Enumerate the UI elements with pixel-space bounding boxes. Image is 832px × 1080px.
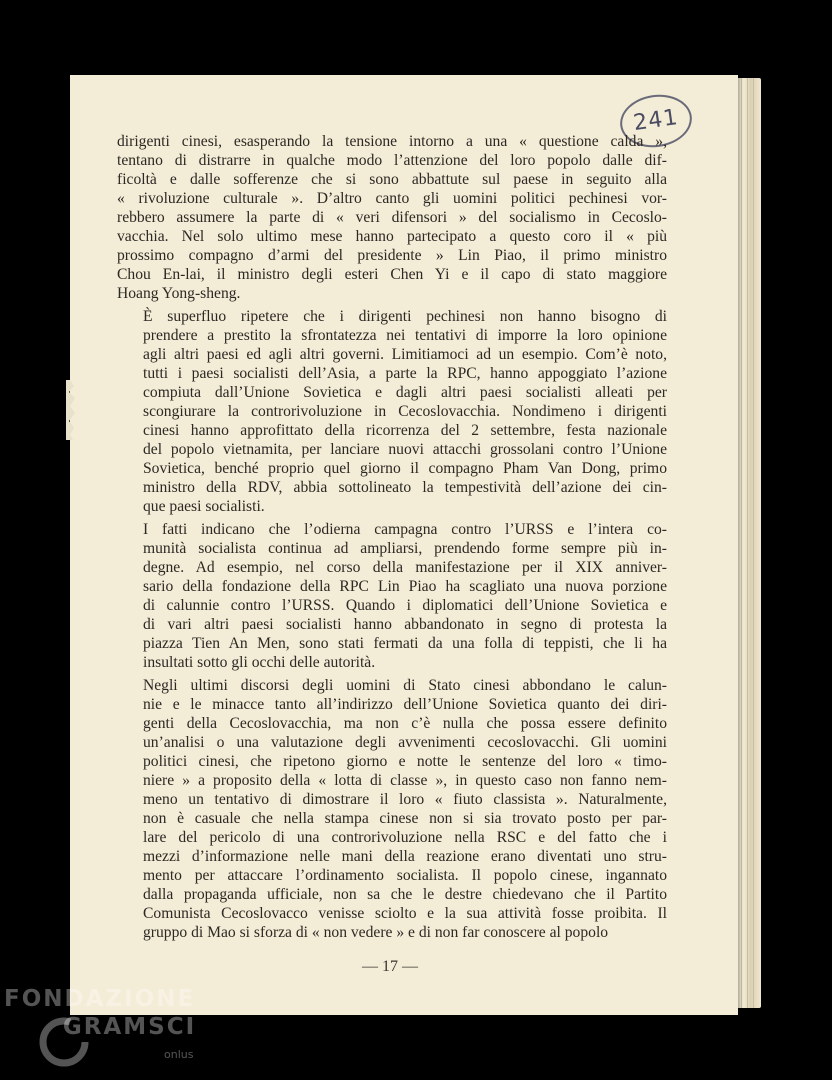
text-line: di vari altri paesi socialisti hanno abbandonato in segno di protesta la bbox=[143, 616, 667, 633]
text-line: dalla propaganda ufficiale, non sa che le destre chiedevano che il Partito bbox=[143, 886, 667, 903]
paragraph bbox=[117, 132, 667, 303]
text-line: prendere a prestito la sfrontatezza nei tentativi di imporre la loro opinione bbox=[143, 327, 667, 344]
watermark-line2-text: GRAMSCI bbox=[62, 1014, 197, 1040]
text-line: dirigenti cinesi, esasperando la tensione intorno a una « questione calda », bbox=[117, 133, 667, 150]
text-line: cinesi hanno approfittato della ricorrenza del 2 settembre, festa nazionale bbox=[143, 422, 667, 439]
text-line: mezzi d’informazione nelle mani della reazione erano diventati uno stru- bbox=[143, 848, 667, 865]
torn-edge bbox=[66, 380, 76, 440]
text-line: ministro della RDV, abbia sottolineato la tempestività dell’azione dei cin- bbox=[143, 479, 667, 496]
text-line: compiuta dall’Unione Sovietica e dagli altri paesi socialisti alleati per bbox=[143, 384, 667, 401]
watermark-line2 bbox=[42, 1014, 196, 1040]
text-line: nie e le minacce tanto all’indirizzo dell’Unione Sovietica quanto dei diri- bbox=[143, 696, 667, 713]
text-line: rebbero assumere la parte di « veri difensori » del socialismo in Cecoslo- bbox=[117, 209, 667, 226]
text-line: lare del pericolo di una controrivoluzione nella RSC e del fatto che i bbox=[143, 829, 667, 846]
text-line: sario della fondazione della RPC Lin Piao ha scagliato una nuova porzione bbox=[143, 578, 667, 595]
text-line: insultati sotto gli occhi delle autorità. bbox=[143, 654, 376, 671]
watermark-sub: onlus bbox=[164, 1048, 194, 1061]
text-line: non è casuale che nella stampa cinese non si sia trovato posto per par- bbox=[143, 810, 667, 827]
page-stack-edge bbox=[735, 78, 761, 1008]
text-line: prossimo compagno d’armi del presidente » Lin Piao, il primo ministro bbox=[117, 247, 667, 264]
stack-line bbox=[753, 78, 754, 1008]
text-line: gruppo di Mao si sforza di « non vedere » e di non far conoscere al popolo bbox=[143, 924, 609, 941]
text-line: niere » a proposito della « lotta di classe », in questo caso non fanno nem- bbox=[143, 772, 667, 789]
text-line: tutti i paesi socialisti dell’Asia, a parte la RPC, hanno appoggiato l’azione bbox=[143, 365, 667, 382]
text-line: Chou En-lai, il ministro degli esteri Chen Yi e il capo di stato maggiore bbox=[117, 266, 667, 283]
text-line: È superfluo ripetere che i dirigenti pechinesi non hanno bisogno di bbox=[143, 308, 667, 325]
paragraph bbox=[117, 307, 667, 516]
text-line: di calunnie contro l’URSS. Quando i diplomatici dell’Unione Sovietica e bbox=[143, 597, 667, 614]
handwritten-page-number: 241 bbox=[617, 90, 696, 152]
text-line: piazza Tien An Men, sono stati fermati da una folla di teppisti, che li ha bbox=[143, 635, 667, 652]
page-folio: — 17 — bbox=[362, 958, 418, 975]
text-line: I fatti indicano che l’odierna campagna contro l’URSS e l’intera co- bbox=[143, 521, 667, 538]
watermark-line1: FONDAZIONE bbox=[4, 986, 196, 1012]
text-line: tentano di distrarre in qualche modo l’attenzione del loro popolo dalle dif- bbox=[117, 152, 667, 169]
text-line: Negli ultimi discorsi degli uomini di Stato cinesi abbondano le calun- bbox=[143, 677, 667, 694]
text-line: degne. Ad esempio, nel corso della manifestazione per il XIX anniver- bbox=[143, 559, 667, 576]
text-line: genti della Cecoslovacchia, ma non c’è nulla che possa essere definito bbox=[143, 715, 667, 732]
text-line: vacchia. Nel solo ultimo mese hanno partecipato a questo coro il « più bbox=[117, 228, 667, 245]
text-line: scongiurare la controrivoluzione in Cecoslovacchia. Nondimeno i dirigenti bbox=[143, 403, 667, 420]
text-line: un’analisi o una valutazione degli avvenimenti cecoslovacchi. Gli uomini bbox=[143, 734, 667, 751]
text-line: que paesi socialisti. bbox=[143, 498, 265, 515]
text-line: « rivoluzione culturale ». D’altro canto gli uomini politici pechinesi vor- bbox=[117, 190, 667, 207]
fondazione-gramsci-watermark bbox=[4, 986, 197, 1061]
stack-line bbox=[741, 78, 742, 1008]
text-line: ficoltà e dalle sofferenze che si sono abbattute sul paese in seguito alla bbox=[117, 171, 667, 188]
paragraph bbox=[117, 520, 667, 672]
text-line: del popolo vietnamita, per lanciare nuovi attacchi grossolani contro l’Unione bbox=[143, 441, 667, 458]
paragraph bbox=[117, 676, 667, 942]
text-line: politici cinesi, che ripetono giorno e notte le sentenze del loro « timo- bbox=[143, 753, 667, 770]
text-line: munità socialista continua ad ampliarsi, prendendo forme sempre più in- bbox=[143, 540, 667, 557]
text-line: Sovietica, benché proprio quel giorno il compagno Pham Van Dong, primo bbox=[143, 460, 667, 477]
text-line: meno un tentativo di dimostrare il loro « fiuto classista ». Naturalmente, bbox=[143, 791, 667, 808]
body-text bbox=[117, 132, 667, 942]
text-line: agli altri paesi ed agli altri governi. Limitiamoci ad un esempio. Com’è noto, bbox=[143, 346, 667, 363]
text-line: Comunista Cecoslovacco venisse sciolto e la sua attività fosse proibita. Il bbox=[143, 905, 667, 922]
text-line: mento per attaccare l’ordinamento socialista. Il popolo cinese, ingannato bbox=[143, 867, 667, 884]
stack-line bbox=[747, 78, 748, 1008]
text-line: Hoang Yong-sheng. bbox=[117, 285, 241, 302]
